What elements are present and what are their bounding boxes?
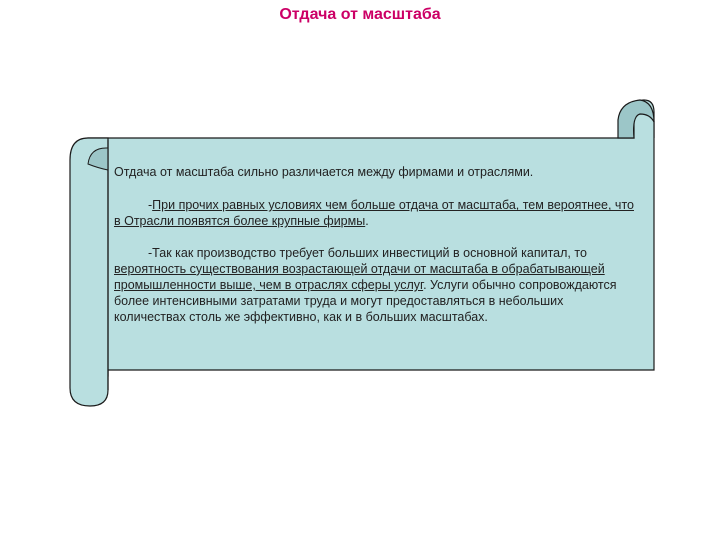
- paragraph-larger-firms-suffix: .: [365, 214, 369, 229]
- paragraph-capital-investment: [114, 245, 634, 326]
- scroll-left-roll: [70, 138, 108, 406]
- paragraph-larger-firms-prefix: -: [148, 198, 153, 213]
- paragraph-capital-part2: . Услуги обычно сопровождаются более интенсивными затратами труда и могут предоставляться в небольших количествах столь же эффективно, как и в больших масштабах.: [114, 278, 617, 325]
- page-title: Отдача от масштаба: [279, 6, 441, 23]
- scroll-text: [114, 164, 634, 326]
- paragraph-capital-part1: -Так как производство требует больших инвестиций в основной капитал, то: [148, 245, 587, 260]
- paragraph-larger-firms: [114, 197, 634, 229]
- paragraph-capital-underlined: вероятность существования возрастающей отдачи от масштаба в обрабатывающей промышленности выше, чем в отраслях сферы услуг: [114, 261, 605, 293]
- paragraph-intro: Отдача от масштаба сильно различается между фирмами и отраслями.: [114, 165, 534, 179]
- paragraph-larger-firms-underlined: При прочих равных условиях чем больше отдача от масштаба, тем вероятнее, что в Отрасли появятся более крупные фирмы: [114, 198, 634, 229]
